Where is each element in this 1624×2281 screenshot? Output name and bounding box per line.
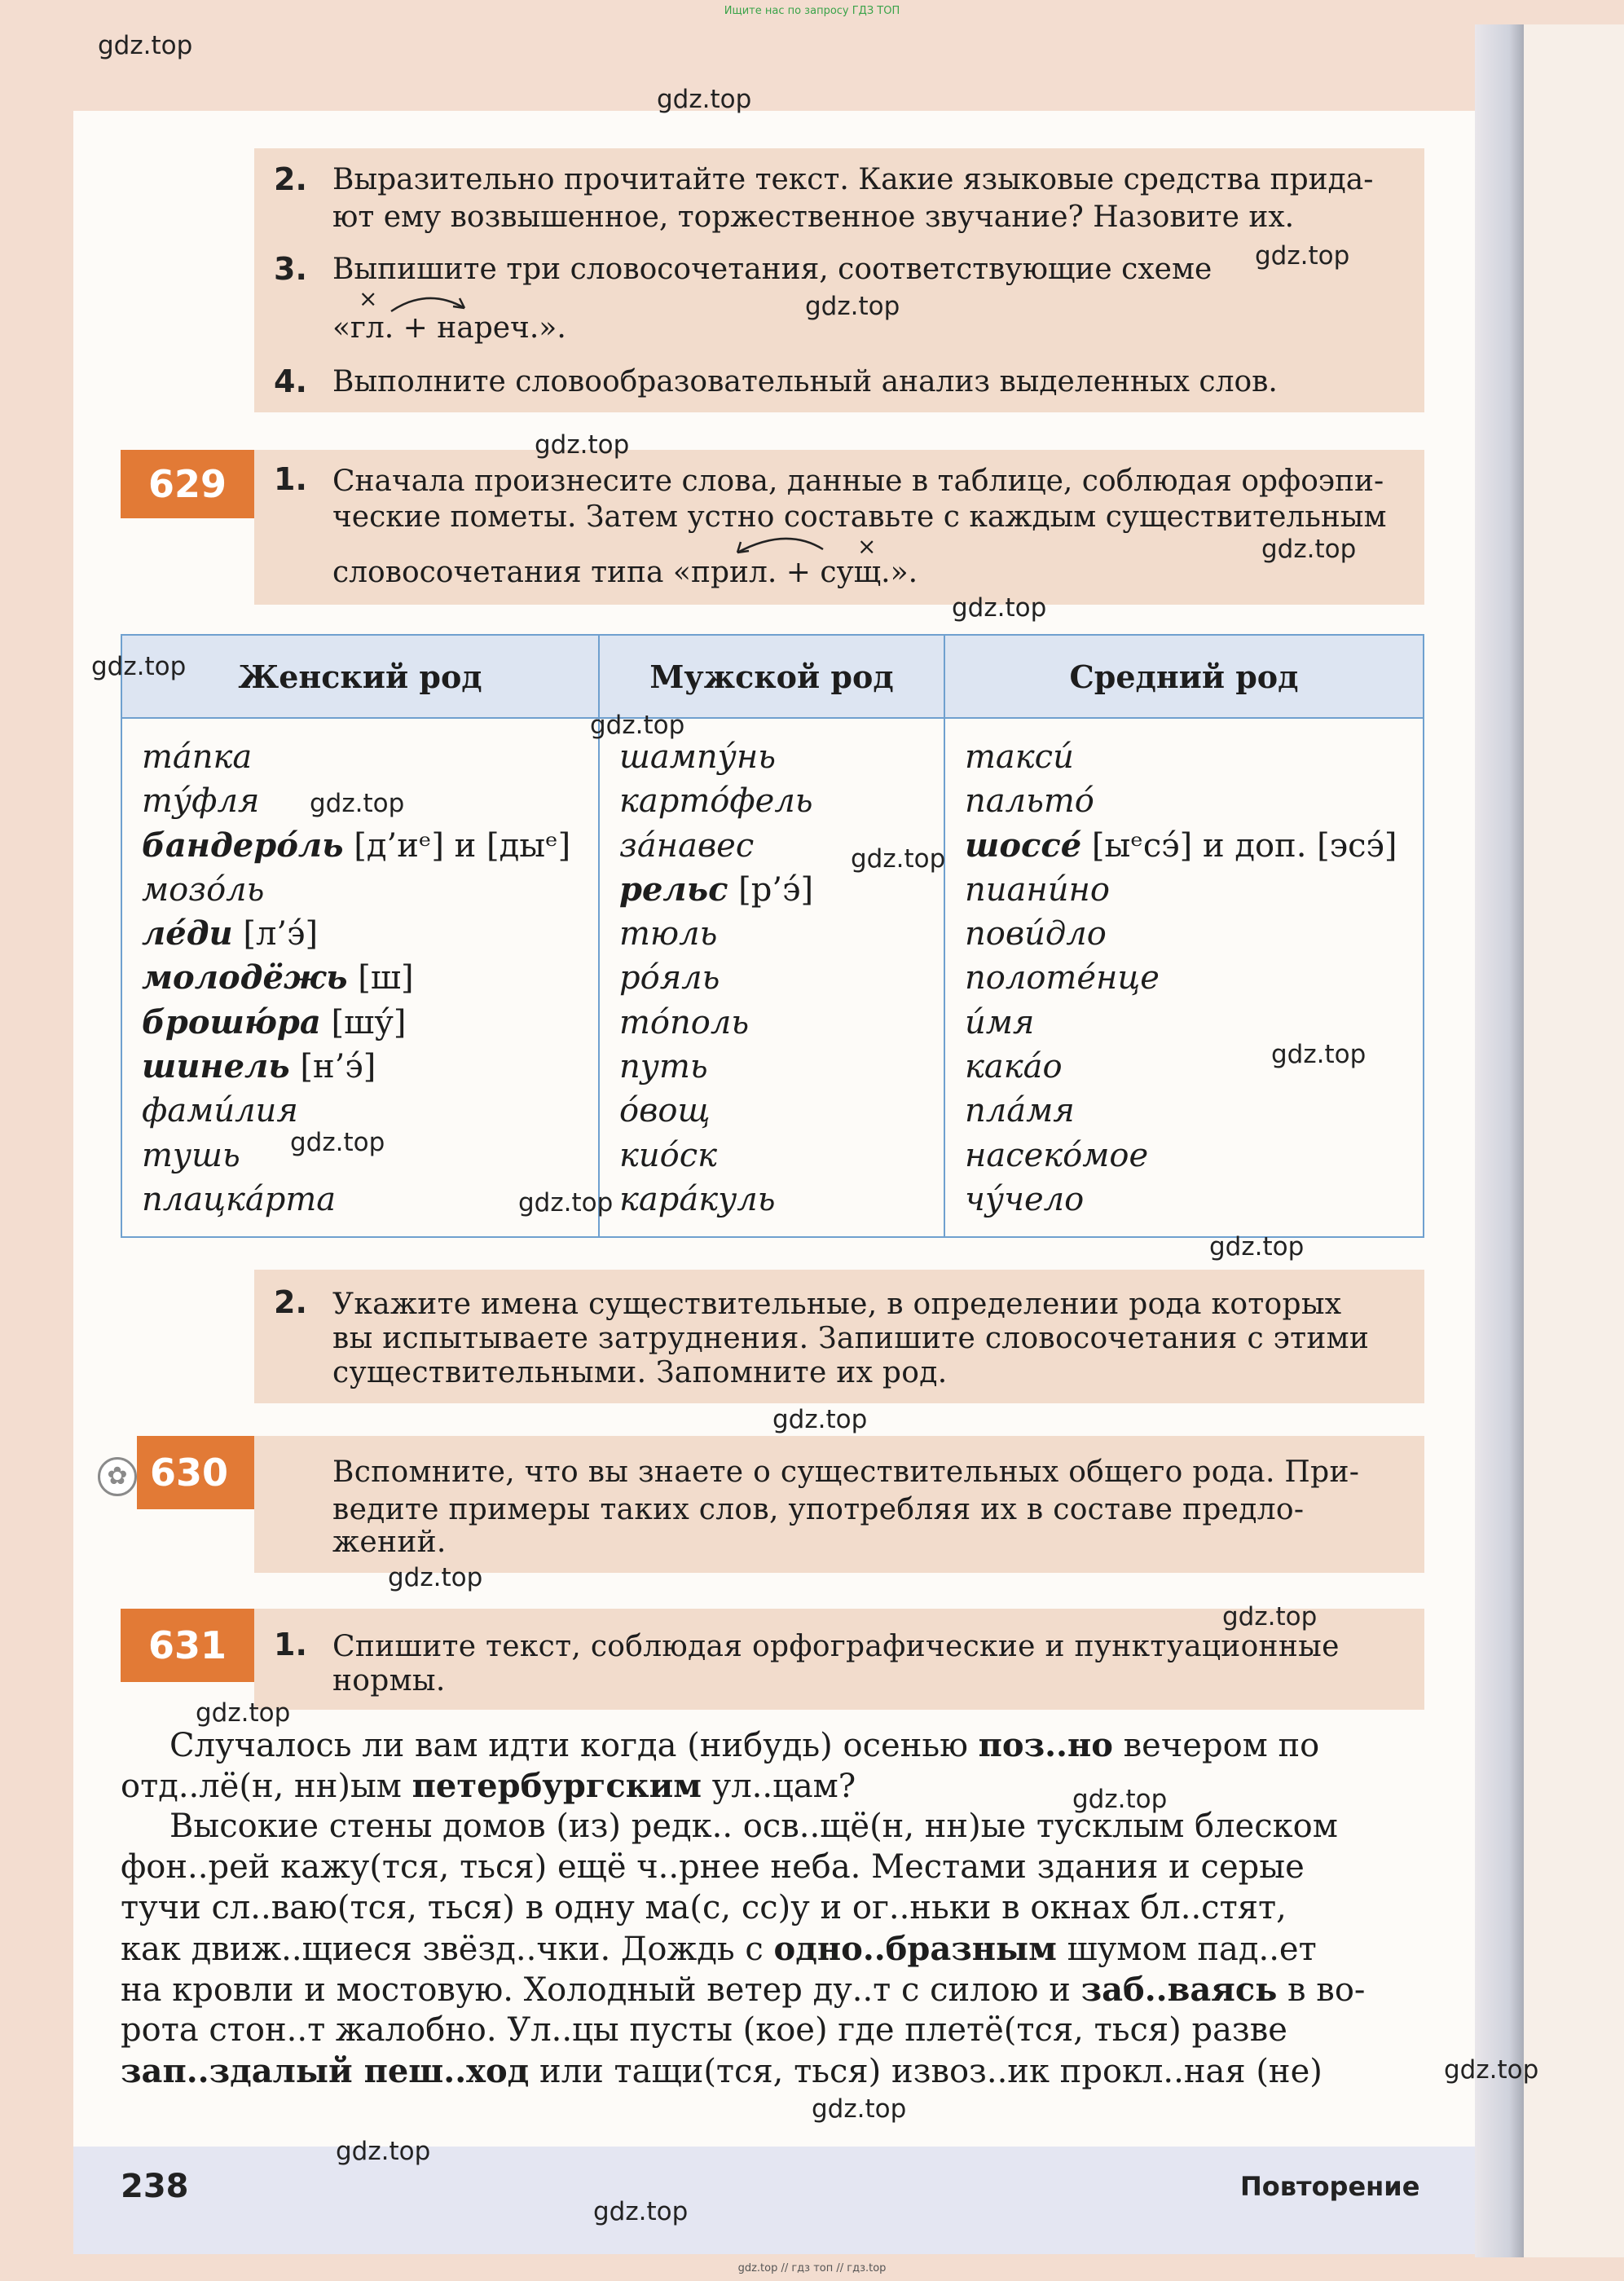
- watermark: gdz.top: [290, 1128, 385, 1157]
- watermark: gdz.top: [1444, 2055, 1539, 2085]
- task-text: Сначала произнесите слова, данные в таблице, соблюдая орфоэпи-: [332, 465, 1384, 498]
- word-item: кара́куль: [619, 1180, 776, 1218]
- word-item: ле́ди [л’э́]: [142, 914, 319, 953]
- watermark: gdz.top: [196, 1698, 291, 1728]
- next-page-edge: [1524, 24, 1624, 2257]
- header-feminine: Женский род: [121, 635, 599, 718]
- word-item: такси́: [965, 738, 1074, 776]
- task-number: 3.: [274, 251, 307, 287]
- watermark: gdz.top: [535, 430, 630, 460]
- word-item: путь: [619, 1048, 708, 1086]
- task-text: «гл. + нареч.».: [332, 311, 566, 345]
- word-item: брошю́ра [шу́]: [142, 1002, 407, 1041]
- watermark: gdz.top: [590, 711, 685, 740]
- word-item: кака́о: [965, 1048, 1063, 1086]
- exercise-badge-631: 631: [121, 1609, 254, 1682]
- page-number: 238: [121, 2168, 189, 2205]
- word-item: пальто́: [965, 782, 1094, 821]
- text-line: Высокие стены домов (из) редк.. осв..щё(н, нн)ые тусклым блеском: [169, 1808, 1338, 1845]
- text-line: зап..здалый пеш..ход или тащи(тся, ться) извоз..ик прокл..ная (не): [121, 2052, 1323, 2090]
- watermark: gdz.top: [657, 85, 752, 114]
- watermark: gdz.top: [1271, 1040, 1367, 1069]
- text-line: отд..лё(н, нн)ым петербургским ул..цам?: [121, 1767, 856, 1805]
- column-masculine: [599, 718, 944, 1237]
- watermark: gdz.top: [1209, 1232, 1305, 1262]
- scheme-mark: ×: [359, 285, 378, 312]
- text-line: Случалось ли вам идти когда (нибудь) осенью поз..но вечером по: [169, 1726, 1320, 1764]
- exercise-badge-629: 629: [121, 450, 254, 518]
- word-item: пови́дло: [965, 915, 1107, 953]
- watermark: gdz.top: [812, 2094, 907, 2124]
- word-item: молодёжь [ш]: [142, 958, 414, 997]
- column-neuter: [944, 718, 1424, 1237]
- word-item: шинель [н’э́]: [142, 1047, 376, 1086]
- watermark: gdz.top: [952, 593, 1047, 623]
- word-item: чу́чело: [965, 1180, 1085, 1218]
- watermark: gdz.top: [91, 652, 187, 681]
- word-item: шоссе́ [ыᵉсэ́] и доп. [эсэ́]: [965, 826, 1397, 865]
- word-item: то́поль: [619, 1003, 750, 1041]
- task-text: ведите примеры таких слов, употребляя их в составе предло-: [332, 1493, 1305, 1526]
- task-number: 2.: [274, 1284, 307, 1320]
- word-item: кио́ск: [619, 1136, 718, 1174]
- task-number: 1.: [274, 1627, 307, 1662]
- watermark: gdz.top: [805, 292, 900, 321]
- task-number: 1.: [274, 461, 307, 497]
- header-neuter: Средний род: [944, 635, 1424, 718]
- word-item: тушь: [142, 1136, 240, 1174]
- watermark: gdz.top: [1261, 535, 1357, 564]
- scheme-mark: ×: [857, 533, 877, 560]
- word-item: о́вощ: [619, 1092, 711, 1130]
- task-text: ческие пометы. Затем устно составьте с каждым существительным: [332, 500, 1387, 534]
- watermark: gdz.top: [388, 1563, 483, 1592]
- word-item: полоте́нце: [965, 959, 1160, 997]
- word-item: шампу́нь: [619, 738, 776, 776]
- word-item: ро́яль: [619, 959, 720, 997]
- task-number: 2.: [274, 161, 307, 197]
- task-text: Спишите текст, соблюдая орфографические и пунктуационные: [332, 1630, 1340, 1663]
- top-note: Ищите нас по запросу ГДЗ ТОП: [724, 5, 900, 17]
- task-text: Выразительно прочитайте текст. Какие языковые средства прида-: [332, 163, 1374, 196]
- word-item: бандеро́ль [д’иᵉ] и [дыᵉ]: [142, 826, 571, 865]
- book-spine: [1475, 24, 1524, 2257]
- word-item: за́навес: [619, 826, 755, 865]
- text-line: как движ..щиеся звёзд..чки. Дождь с одно..бразным шумом пад..ет: [121, 1930, 1317, 1968]
- task-text: Выполните словообразовательный анализ выделенных слов.: [332, 365, 1278, 399]
- text-line: тучи сл..ваю(тся, ться) в одну ма(с, сс)у и ог..ньки в окнах бл..стят,: [121, 1889, 1287, 1927]
- task-text: Укажите имена существительные, в определении рода которых: [332, 1288, 1342, 1321]
- watermark: gdz.top: [1072, 1785, 1168, 1814]
- word-item: рельс [р’э́]: [619, 870, 814, 909]
- word-item: ту́фля: [142, 782, 260, 821]
- watermark: gdz.top: [1255, 241, 1350, 271]
- task-text: словосочетания типа «прил. + сущ.».: [332, 556, 918, 589]
- header-masculine: Мужской род: [599, 635, 944, 718]
- watermark: gdz.top: [772, 1405, 868, 1434]
- text-line: рота стон..т жалобно. Ул..цы пусты (кое) где плетё(тся, ться) разве: [121, 2011, 1287, 2049]
- task-text: жений.: [332, 1526, 447, 1559]
- word-item: та́пка: [142, 738, 253, 776]
- flower-icon: ✿: [98, 1457, 137, 1496]
- word-item: карто́фель: [619, 782, 813, 821]
- watermark: gdz.top: [518, 1188, 614, 1218]
- exercise-badge-630: 630: [137, 1436, 254, 1509]
- text-line: фон..рей кажу(тся, ться) ещё ч..рнее неба. Местами здания и серые: [121, 1848, 1305, 1886]
- task-text: нормы.: [332, 1664, 446, 1698]
- word-item: пиани́но: [965, 870, 1110, 909]
- watermark: gdz.top: [98, 31, 193, 60]
- section-title: Повторение: [1240, 2171, 1420, 2202]
- task-text: существительными. Запомните их род.: [332, 1356, 948, 1389]
- word-item: плацка́рта: [142, 1180, 337, 1218]
- text-line: на кровли и мостовую. Холодный ветер ду..т с силою и заб..ваясь в во-: [121, 1971, 1366, 2009]
- watermark: gdz.top: [336, 2137, 431, 2166]
- word-item: и́мя: [965, 1003, 1035, 1041]
- word-item: мозо́ль: [142, 870, 265, 909]
- word-item: насеко́мое: [965, 1136, 1149, 1174]
- watermark: gdz.top: [1222, 1602, 1318, 1631]
- word-item: фами́лия: [142, 1092, 298, 1130]
- task-text: вы испытываете затруднения. Запишите словосочетания с этими: [332, 1322, 1370, 1355]
- word-item: тюль: [619, 915, 718, 953]
- word-item: пла́мя: [965, 1092, 1075, 1130]
- watermark: gdz.top: [851, 844, 946, 874]
- bottom-note: gdz.top // гдз топ // гдз.top: [737, 2262, 887, 2274]
- task-text: ют ему возвышенное, торжественное звучание? Назовите их.: [332, 200, 1295, 234]
- watermark: gdz.top: [310, 789, 405, 818]
- task-text: Вспомните, что вы знаете о существительных общего рода. При-: [332, 1455, 1360, 1489]
- task-number: 4.: [274, 363, 307, 399]
- watermark: gdz.top: [593, 2197, 689, 2226]
- task-text: Выпишите три словосочетания, соответствующие схеме: [332, 253, 1212, 286]
